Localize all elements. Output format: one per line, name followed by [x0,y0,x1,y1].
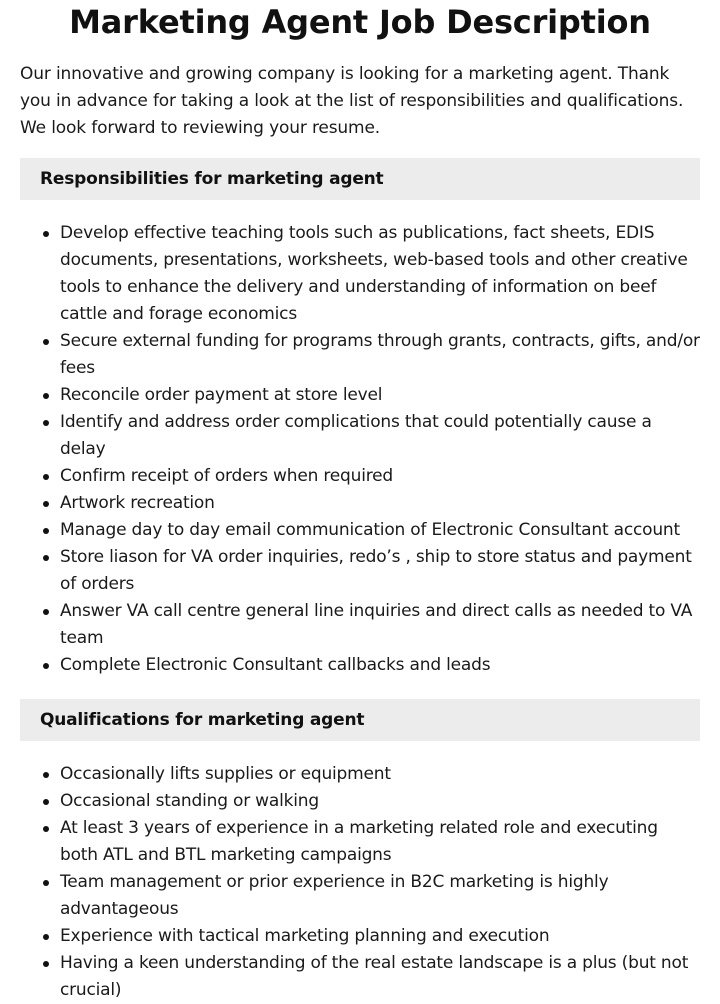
list-item-text: Experience with tactical marketing planning and execution [60,926,550,946]
bullet-icon [43,772,49,778]
list-item-text: Reconcile order payment at store level [60,385,383,405]
list-item [60,463,700,490]
bullet-icon [43,961,49,967]
bullet-icon [43,663,49,669]
bullet-icon [43,826,49,832]
page-title: Marketing Agent Job Description [69,3,651,41]
list-item-text: Manage day to day email communication of Electronic Consultant account [60,520,680,540]
list-item-text: Occasionally lifts supplies or equipment [60,764,391,784]
list-item [60,869,700,923]
list-item [60,544,700,598]
bullet-icon [43,528,49,534]
list-item-text: Complete Electronic Consultant callbacks and leads [60,655,491,675]
bullet-icon [43,339,49,345]
bullet-icon [43,393,49,399]
list-item [60,788,700,815]
qualifications-heading: Qualifications for marketing agent [20,699,700,741]
list-item-text: Answer VA call centre general line inquiries and direct calls as needed to VA team [60,601,693,648]
bullet-icon [43,555,49,561]
list-item [60,409,700,463]
bullet-icon [43,799,49,805]
list-item-text: Having a keen understanding of the real estate landscape is a plus (but not crucial) [60,953,689,1000]
list-item [60,517,700,544]
bullet-icon [43,231,49,237]
bullet-icon [43,880,49,886]
list-item-text: Develop effective teaching tools such as publications, fact sheets, EDIS documents, presentations, worksheets, web-based tools and other creative tools to enhance the delivery and understanding of information on beef cattle and forage economics [60,223,688,324]
list-item [60,328,700,382]
list-item [60,815,700,869]
list-item [60,220,700,328]
intro-paragraph: Our innovative and growing company is looking for a marketing agent. Thank you in advance for taking a look at the list of responsibilities and qualifications. We look forward to reviewing your resume. [20,64,684,138]
list-item-text: Store liason for VA order inquiries, redo’s , ship to store status and payment of orders [60,547,692,594]
responsibilities-heading: Responsibilities for marketing agent [20,158,700,200]
list-item [60,923,700,950]
bullet-icon [43,474,49,480]
list-item-text: Identify and address order complications that could potentially cause a delay [60,412,652,459]
bullet-icon [43,420,49,426]
list-item [60,382,700,409]
list-item-text: Artwork recreation [60,493,215,513]
list-item [60,598,700,652]
list-item [60,950,700,1004]
list-item-text: Occasional standing or walking [60,791,319,811]
list-item-text: Team management or prior experience in B2C marketing is highly advantageous [60,872,609,919]
qualifications-list [20,761,700,1004]
bullet-icon [43,609,49,615]
list-item [60,652,700,679]
list-item [60,490,700,517]
list-item-text: Confirm receipt of orders when required [60,466,393,486]
bullet-icon [43,501,49,507]
list-item [60,761,700,788]
list-item-text: Secure external funding for programs through grants, contracts, gifts, and/or fees [60,331,700,378]
responsibilities-list [20,220,700,679]
list-item-text: At least 3 years of experience in a marketing related role and executing both ATL and BTL marketing campaigns [60,818,658,865]
bullet-icon [43,934,49,940]
